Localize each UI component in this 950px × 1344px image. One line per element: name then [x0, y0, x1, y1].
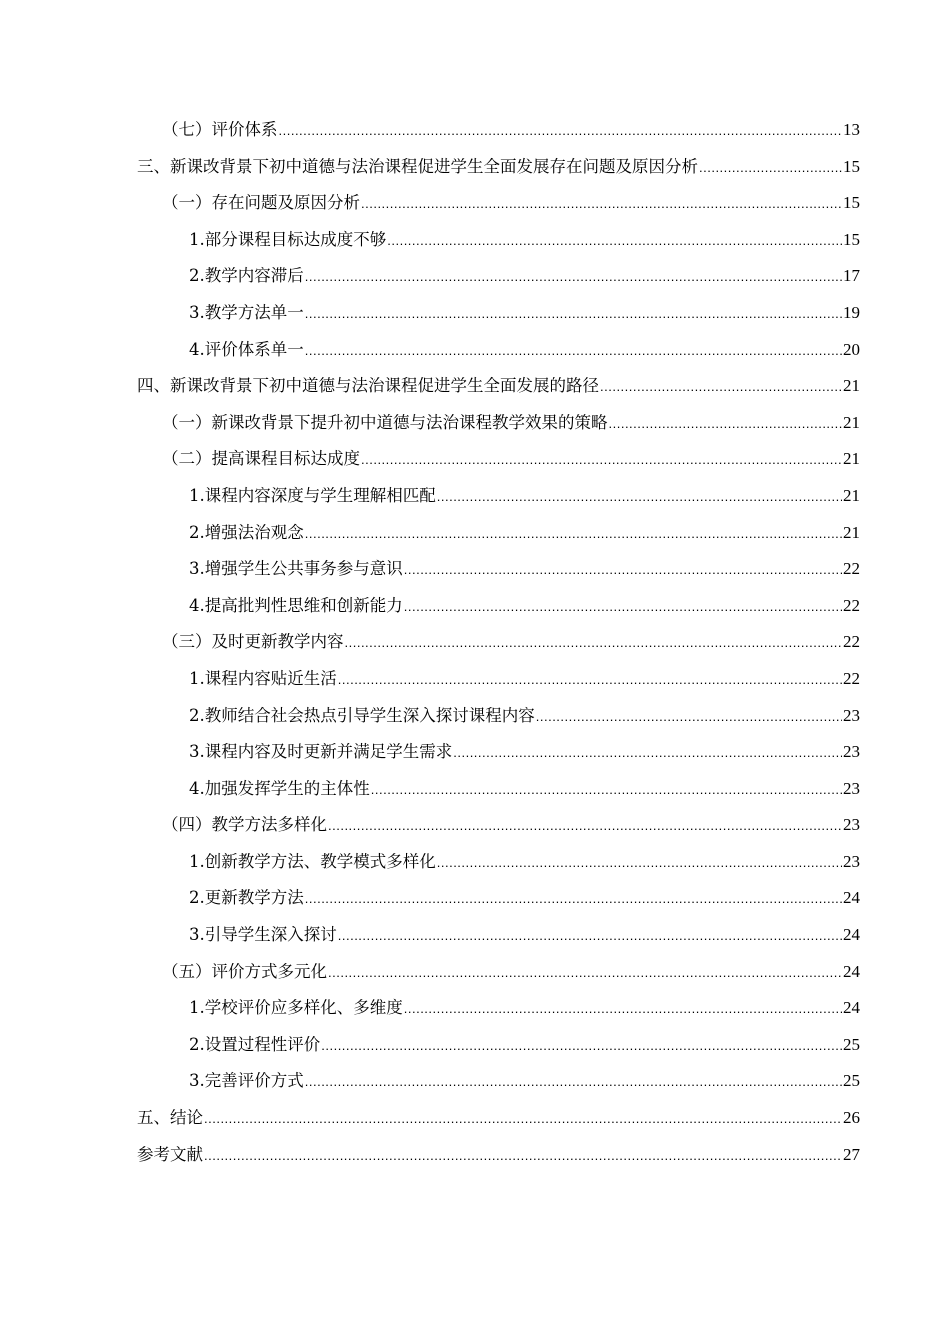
toc-entry[interactable]: [137, 734, 860, 771]
toc-entry-page-number: 25: [843, 1034, 860, 1054]
toc-dot-leader: [305, 881, 842, 918]
toc-entry-page-number: 22: [843, 632, 860, 652]
toc-entry[interactable]: [137, 1100, 860, 1137]
toc-entry-title: 3.引导学生深入探讨: [189, 925, 337, 945]
toc-dot-leader: [387, 223, 842, 260]
toc-entry-title: 1.学校评价应多样化、多维度: [189, 998, 403, 1018]
toc-entry-page-number: 13: [843, 120, 860, 139]
toc-dot-leader: [321, 1028, 842, 1065]
toc-entry-page-number: 21: [843, 485, 860, 505]
toc-entry-page-number: 23: [843, 815, 860, 835]
toc-entry-page-number: 24: [843, 961, 860, 981]
toc-entry[interactable]: [137, 258, 860, 295]
toc-entry[interactable]: [137, 222, 860, 259]
toc-dot-leader: [305, 516, 842, 553]
toc-entry[interactable]: [137, 551, 860, 588]
toc-entry-title: 1.课程内容深度与学生理解相匹配: [189, 485, 436, 505]
toc-entry[interactable]: [137, 990, 860, 1027]
toc-entry-title: 参考文献: [137, 1144, 203, 1164]
toc-dot-leader: [536, 699, 842, 736]
toc-entry[interactable]: [137, 880, 860, 917]
toc-entry-page-number: 15: [843, 156, 860, 176]
toc-entry[interactable]: [137, 1027, 860, 1064]
toc-entry[interactable]: [137, 112, 860, 149]
toc-entry-page-number: 24: [843, 888, 860, 908]
toc-entry-page-number: 23: [843, 705, 860, 725]
toc-entry-title: （一）新课改背景下提升初中道德与法治课程教学效果的策略: [162, 412, 608, 432]
toc-entry-title: （二）提高课程目标达成度: [162, 449, 360, 469]
toc-entry[interactable]: [137, 441, 860, 478]
toc-entry-page-number: 15: [843, 229, 860, 249]
toc-entry[interactable]: [137, 1137, 860, 1174]
toc-dot-leader: [338, 662, 842, 699]
toc-entry[interactable]: [137, 698, 860, 735]
toc-entry-title: 2.更新教学方法: [189, 888, 304, 908]
toc-entry-title: 三、新课改背景下初中道德与法治课程促进学生全面发展存在问题及原因分析: [137, 156, 698, 176]
toc-entry-title: 五、结论: [137, 1108, 203, 1128]
toc-entry[interactable]: [137, 295, 860, 332]
toc-entry-title: 2.教师结合社会热点引导学生深入探讨课程内容: [189, 705, 535, 725]
toc-entry[interactable]: [137, 185, 860, 222]
toc-entry-page-number: 27: [843, 1144, 860, 1164]
toc-entry-page-number: 22: [843, 595, 860, 615]
toc-entry-page-number: 21: [843, 412, 860, 432]
toc-dot-leader: [453, 735, 842, 772]
toc-entry-title: 1.部分课程目标达成度不够: [189, 229, 387, 249]
toc-entry-title: 4.评价体系单一: [189, 339, 304, 359]
toc-entry-page-number: 24: [843, 998, 860, 1018]
toc-dot-leader: [305, 259, 842, 296]
toc-entry-title: 3.课程内容及时更新并满足学生需求: [189, 742, 453, 762]
toc-entry[interactable]: [137, 332, 860, 369]
toc-entry-title: 2.教学内容滞后: [189, 266, 304, 286]
toc-dot-leader: [305, 296, 842, 333]
toc-entry-page-number: 21: [843, 449, 860, 469]
toc-entry[interactable]: [137, 405, 860, 442]
toc-entry[interactable]: [137, 478, 860, 515]
toc-dot-leader: [437, 845, 842, 882]
toc-entry-title: 3.增强学生公共事务参与意识: [189, 559, 403, 579]
toc-dot-leader: [404, 552, 842, 589]
toc-entry-page-number: 23: [843, 778, 860, 798]
toc-entry[interactable]: [137, 807, 860, 844]
toc-dot-leader: [305, 1064, 842, 1101]
toc-entry[interactable]: [137, 771, 860, 808]
toc-entry-title: 四、新课改背景下初中道德与法治课程促进学生全面发展的路径: [137, 376, 599, 396]
toc-entry-page-number: 20: [843, 339, 860, 359]
toc-entry-title: 3.教学方法单一: [189, 302, 304, 322]
toc-dot-leader: [404, 991, 842, 1028]
toc-dot-leader: [328, 955, 842, 992]
toc-entry-title: 3.完善评价方式: [189, 1071, 304, 1091]
toc-entry[interactable]: [137, 368, 860, 405]
toc-dot-leader: [338, 918, 842, 955]
toc-dot-leader: [204, 1138, 842, 1175]
toc-dot-leader: [204, 1101, 842, 1138]
toc-entry-page-number: 26: [843, 1108, 860, 1128]
toc-entry[interactable]: [137, 588, 860, 625]
toc-entry-page-number: 22: [843, 668, 860, 688]
toc-dot-leader: [279, 113, 843, 150]
toc-entry-page-number: 17: [843, 266, 860, 286]
toc-entry-title: （三）及时更新教学内容: [162, 632, 344, 652]
toc-entry-page-number: 24: [843, 925, 860, 945]
toc-entry-title: 2.增强法治观念: [189, 522, 304, 542]
toc-entry-title: （四）教学方法多样化: [162, 815, 327, 835]
toc-dot-leader: [609, 406, 843, 443]
toc-dot-leader: [371, 772, 842, 809]
toc-entry[interactable]: [137, 515, 860, 552]
toc-entry-page-number: 22: [843, 559, 860, 579]
toc-entry-title: 4.加强发挥学生的主体性: [189, 778, 370, 798]
toc-entry-page-number: 23: [843, 851, 860, 871]
toc-entry-title: （七）评价体系: [162, 120, 278, 139]
toc-entry-title: （一）存在问题及原因分析: [162, 193, 360, 213]
toc-dot-leader: [361, 442, 842, 479]
toc-entry-title: 2.设置过程性评价: [189, 1034, 321, 1054]
toc-entry-page-number: 19: [843, 302, 860, 322]
toc-entry[interactable]: [137, 954, 860, 991]
toc-entry[interactable]: [137, 149, 860, 186]
toc-dot-leader: [600, 369, 842, 406]
toc-entry-title: 1.课程内容贴近生活: [189, 668, 337, 688]
toc-dot-leader: [699, 150, 842, 187]
toc-entry[interactable]: [137, 844, 860, 881]
toc-entry[interactable]: [137, 661, 860, 698]
toc-entry-page-number: 21: [843, 376, 860, 396]
toc-dot-leader: [345, 625, 843, 662]
toc-dot-leader: [437, 479, 842, 516]
toc-entry-title: 4.提高批判性思维和创新能力: [189, 595, 403, 615]
toc-dot-leader: [404, 589, 842, 626]
toc-entry-title: （五）评价方式多元化: [162, 961, 327, 981]
toc-entry[interactable]: [137, 917, 860, 954]
toc-dot-leader: [305, 333, 842, 370]
toc-entry-page-number: 23: [843, 742, 860, 762]
toc-entry-page-number: 15: [843, 193, 860, 213]
toc-dot-leader: [361, 186, 842, 223]
toc-entry-title: 1.创新教学方法、教学模式多样化: [189, 851, 436, 871]
toc-dot-leader: [328, 808, 842, 845]
toc-entry-page-number: 25: [843, 1071, 860, 1091]
toc-entry[interactable]: [137, 624, 860, 661]
table-of-contents: [137, 112, 860, 1173]
toc-entry[interactable]: [137, 1063, 860, 1100]
toc-entry-page-number: 21: [843, 522, 860, 542]
